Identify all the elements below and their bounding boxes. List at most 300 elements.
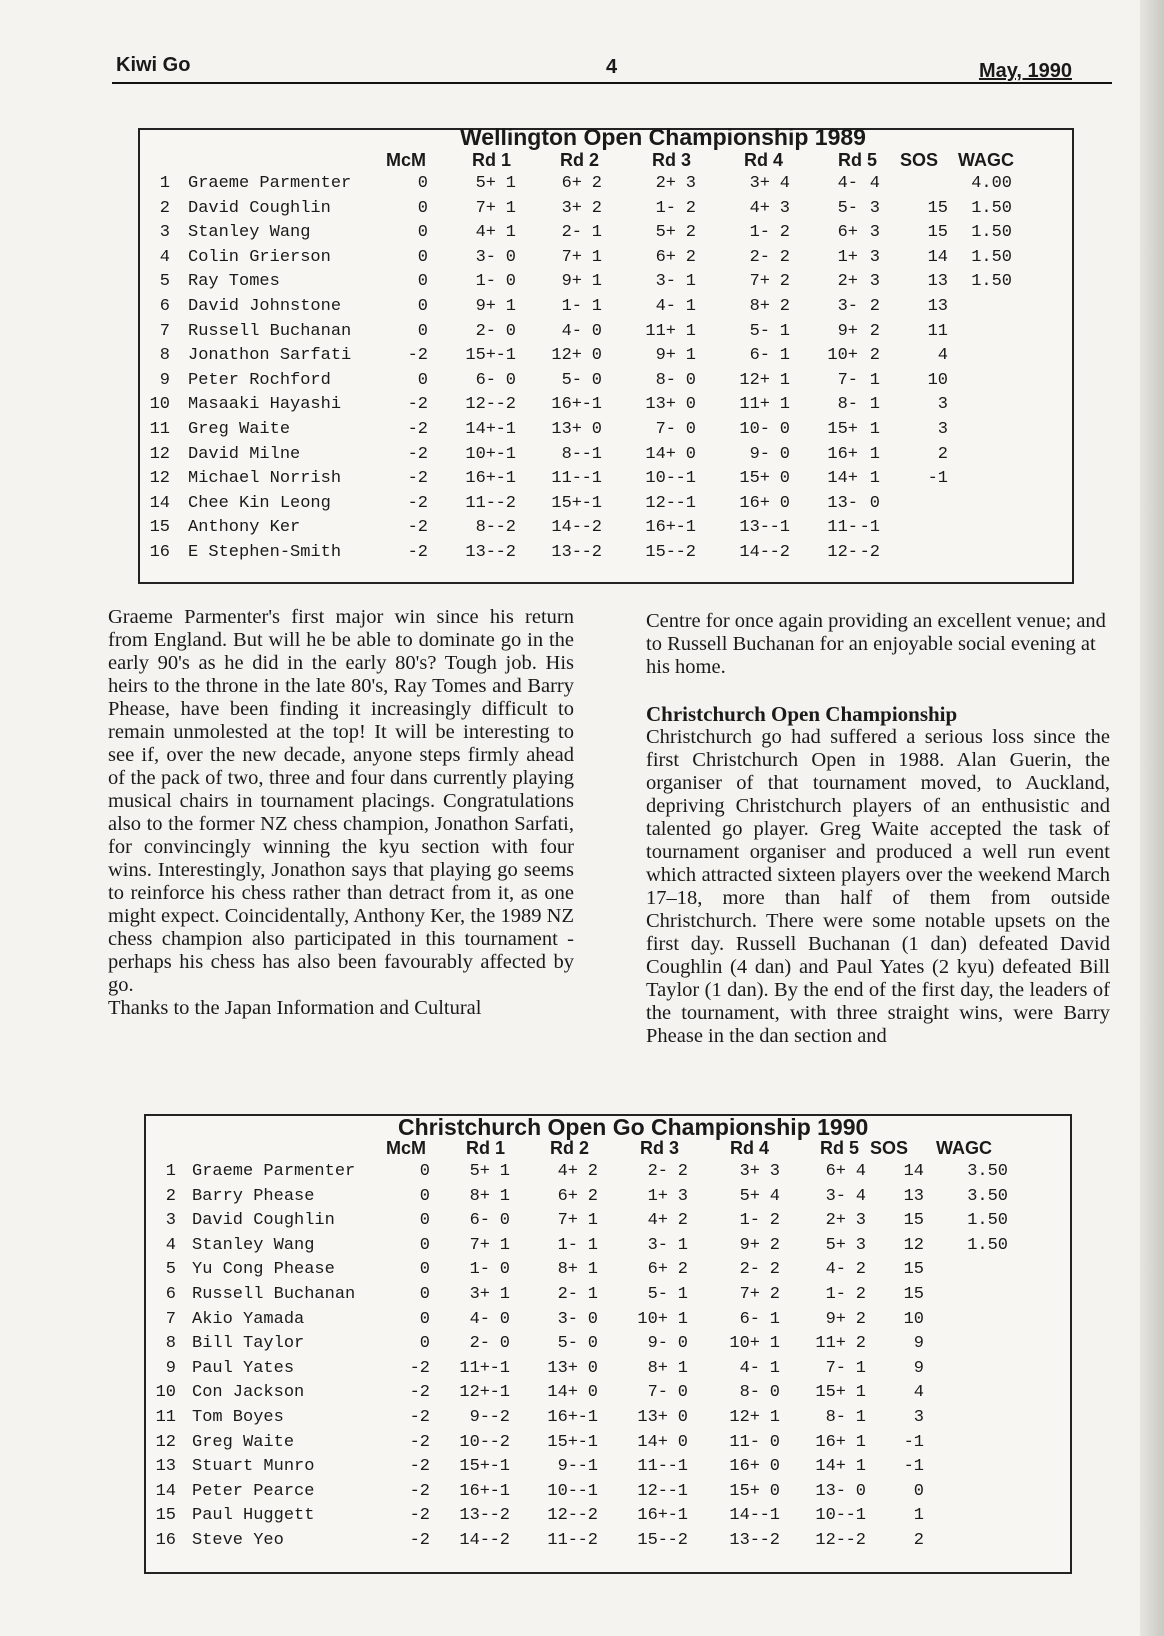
table-cell: 14 xyxy=(903,1162,924,1181)
column-header: WAGC xyxy=(936,1138,992,1158)
table-cell: 1 xyxy=(869,395,880,415)
table-cell: 8+ xyxy=(647,1358,668,1378)
table-cell: 15+ xyxy=(459,1457,490,1477)
table-cell: -1 xyxy=(667,1506,688,1526)
table-cell: 13- xyxy=(465,543,496,562)
place: 6 xyxy=(159,297,170,316)
table-cell: 13+ xyxy=(547,1358,578,1378)
christchurch-results-table xyxy=(144,1114,1072,1574)
table-cell: 10+ xyxy=(729,1334,760,1354)
table-cell: 0 xyxy=(419,1334,430,1354)
paragraph: Christchurch go had suffered a serious loss since the first Christchurch Open in 1988. Alan Guerin, the organiser of that tournament moved, to Auckland, depriving Christchurch players of an enthusistic and talented go player. Greg Waite accepted the task of tournament organiser and produced a well run event which attracted sixteen players over the weekend March 17–18, more than half of them from outside Christchurch. There were some notable upsets on the first day. Russell Buchanan (1 dan) defeated David Coughlin (4 dan) and Paul Yates (2 kyu) defeated Bill Taylor (1 dan). By the end of the first day, the leaders of the tournament, with three straight wins, were Barry Phease in the dan section and xyxy=(646,726,1110,1047)
column-header: Rd 1 xyxy=(472,150,512,170)
table-cell: 4 xyxy=(913,1383,924,1403)
table-cell: 14+ xyxy=(547,1383,578,1403)
table-cell: 1 xyxy=(505,223,516,243)
table-cell: 3+ xyxy=(469,1285,490,1304)
table-cell: 2 xyxy=(779,247,790,267)
article-left-column xyxy=(108,606,574,1020)
table-cell: 4- xyxy=(655,297,676,316)
table-cell: 4 xyxy=(855,1186,866,1206)
table-cell: 3+ xyxy=(749,174,770,193)
place: 12 xyxy=(149,444,170,464)
table-cell: 2 xyxy=(769,1235,780,1255)
table-cell: 1- xyxy=(749,223,770,243)
table-cell: 4- xyxy=(739,1358,760,1378)
table-cell: -2 xyxy=(407,543,428,562)
table-cell: -1 xyxy=(675,518,696,538)
table-cell: 13- xyxy=(729,1531,760,1550)
table-cell: 1 xyxy=(591,297,602,316)
table-cell: -2 xyxy=(489,1408,510,1427)
table-cell: 2 xyxy=(591,198,602,218)
table-cell: 2 xyxy=(869,297,880,316)
table-cell: 4 xyxy=(779,174,790,193)
table-cell: 15+ xyxy=(547,1432,578,1452)
table-cell: -2 xyxy=(859,543,880,562)
table-cell: -2 xyxy=(409,1383,430,1403)
table-cell: 0 xyxy=(677,1432,688,1452)
player-name: Greg Waite xyxy=(188,420,291,439)
table-cell: 12+ xyxy=(551,346,582,366)
table-cell: 3 xyxy=(869,223,880,243)
table-cell: 7+ xyxy=(475,198,496,218)
table-cell: 13 xyxy=(927,297,948,316)
table-cell: -2 xyxy=(409,1408,430,1427)
column-header: Rd 2 xyxy=(550,1138,590,1158)
place: 5 xyxy=(159,272,170,292)
table-cell: 0 xyxy=(769,1481,780,1501)
place: 9 xyxy=(159,370,170,390)
table-cell: 0 xyxy=(677,1334,688,1354)
table-cell: 5- xyxy=(647,1285,668,1304)
table-cell: 1 xyxy=(869,469,880,489)
table-cell: -1 xyxy=(495,469,516,489)
column-header: Rd 2 xyxy=(560,150,600,170)
table-cell: 8- xyxy=(739,1383,760,1403)
place: 4 xyxy=(165,1235,176,1255)
table-cell: 1 xyxy=(779,370,790,390)
table-cell: 3 xyxy=(769,1162,780,1181)
table-cell: 12+ xyxy=(729,1408,760,1427)
table-cell: 8+ xyxy=(557,1260,578,1280)
table-cell: 9+ xyxy=(561,272,582,292)
place: 7 xyxy=(165,1309,176,1329)
table-title: Christchurch Open Go Championship 1990 xyxy=(398,1114,869,1140)
table-cell: 11- xyxy=(551,469,582,489)
table-cell: -2 xyxy=(407,395,428,415)
table-cell: 9- xyxy=(557,1457,578,1477)
table-cell: 0 xyxy=(913,1481,924,1501)
table-cell: 14- xyxy=(729,1506,760,1526)
table-cell: -1 xyxy=(581,493,602,513)
table-cell: 2 xyxy=(677,1260,688,1280)
table-cell: 16+ xyxy=(729,1457,760,1477)
table-cell: 4- xyxy=(825,1260,846,1280)
table-cell: 5+ xyxy=(475,174,496,193)
table-cell: 1.50 xyxy=(971,272,1012,292)
table-cell: 2 xyxy=(913,1531,924,1550)
table-cell: 3+ xyxy=(739,1162,760,1181)
table-cell: 2 xyxy=(685,247,696,267)
table-cell: 14- xyxy=(551,518,582,538)
table-cell: 12- xyxy=(465,395,496,415)
table-cell: 1 xyxy=(685,346,696,366)
table-cell: 2- xyxy=(469,1334,490,1354)
player-name: Peter Rochford xyxy=(188,370,331,390)
table-cell: -2 xyxy=(409,1531,430,1550)
place: 15 xyxy=(155,1506,176,1526)
place: 5 xyxy=(165,1260,176,1280)
table-cell: 1- xyxy=(655,198,676,218)
table-cell: 7+ xyxy=(561,247,582,267)
table-cell: 3 xyxy=(913,1408,924,1427)
table-cell: 11+ xyxy=(815,1334,846,1354)
table-cell: -2 xyxy=(409,1481,430,1501)
table-cell: 2 xyxy=(685,223,696,243)
table-cell: 14+ xyxy=(815,1457,846,1477)
place: 7 xyxy=(159,321,170,341)
table-cell: -1 xyxy=(667,1481,688,1501)
table-cell: 15 xyxy=(927,198,948,218)
table-cell: 2 xyxy=(591,174,602,193)
table-cell: -1 xyxy=(667,1457,688,1477)
table-cell: 1.50 xyxy=(971,198,1012,218)
player-name: David Milne xyxy=(188,444,301,464)
table-cell: 2 xyxy=(779,272,790,292)
table-cell: 8- xyxy=(837,395,858,415)
place: 1 xyxy=(159,174,170,193)
table-cell: 7- xyxy=(647,1383,668,1403)
table-cell: -1 xyxy=(903,1457,924,1477)
table-cell: 4+ xyxy=(749,198,770,218)
table-cell: 10- xyxy=(815,1506,846,1526)
table-cell: 5- xyxy=(557,1334,578,1354)
table-cell: 0 xyxy=(591,420,602,439)
table-cell: 7+ xyxy=(749,272,770,292)
table-cell: 1- xyxy=(557,1235,578,1255)
table-cell: -2 xyxy=(495,493,516,513)
place: 10 xyxy=(155,1383,176,1403)
table-cell: 3 xyxy=(855,1211,866,1231)
table-cell: -2 xyxy=(409,1358,430,1378)
column-header: Rd 4 xyxy=(744,150,784,170)
table-cell: 7+ xyxy=(739,1285,760,1304)
place: 2 xyxy=(165,1186,176,1206)
table-cell: 0 xyxy=(417,370,428,390)
table-cell: 1 xyxy=(769,1309,780,1329)
table-cell: 2 xyxy=(855,1260,866,1280)
table-cell: 14 xyxy=(927,247,948,267)
table-cell: 0 xyxy=(779,469,790,489)
table-cell: -1 xyxy=(675,493,696,513)
table-cell: -1 xyxy=(769,518,790,538)
table-cell: 3 xyxy=(685,174,696,193)
table-cell: -1 xyxy=(495,346,516,366)
table-cell: -1 xyxy=(577,1481,598,1501)
table-cell: 0 xyxy=(417,321,428,341)
issue-date: May, 1990 xyxy=(978,60,1072,82)
table-cell: 7+ xyxy=(557,1211,578,1231)
table-cell: 1 xyxy=(685,272,696,292)
table-cell: 15+ xyxy=(551,493,582,513)
table-cell: 13+ xyxy=(637,1408,668,1427)
place: 4 xyxy=(159,247,170,267)
column-header: McM xyxy=(386,150,426,170)
table-cell: 12 xyxy=(903,1235,924,1255)
table-cell: 1 xyxy=(855,1358,866,1378)
table-cell: 14- xyxy=(739,543,770,562)
place: 16 xyxy=(149,543,170,562)
table-cell: 0 xyxy=(769,1432,780,1452)
player-name: Stuart Munro xyxy=(192,1457,315,1477)
table-cell: 1 xyxy=(855,1432,866,1452)
table-cell: 1 xyxy=(779,321,790,341)
table-cell: 0 xyxy=(499,1309,510,1329)
table-cell: 15 xyxy=(927,223,948,243)
table-cell: 0 xyxy=(419,1186,430,1206)
table-cell: 11- xyxy=(465,493,496,513)
table-cell: 6- xyxy=(749,346,770,366)
table-cell: 3+ xyxy=(561,198,582,218)
table-cell: 2- xyxy=(647,1162,668,1181)
table-cell: 13- xyxy=(827,493,858,513)
table-cell: -1 xyxy=(495,420,516,439)
player-name: David Coughlin xyxy=(192,1211,335,1231)
player-name: Chee Kin Leong xyxy=(188,493,331,513)
table-cell: 0 xyxy=(417,223,428,243)
table-cell: 2 xyxy=(587,1186,598,1206)
table-cell: 3 xyxy=(677,1186,688,1206)
table-cell: 0 xyxy=(869,493,880,513)
table-cell: 9+ xyxy=(837,321,858,341)
table-cell: 5- xyxy=(749,321,770,341)
player-name: Bill Taylor xyxy=(192,1334,305,1354)
table-cell: 1 xyxy=(499,1235,510,1255)
table-cell: 15 xyxy=(903,1260,924,1280)
table-cell: -1 xyxy=(489,1457,510,1477)
table-cell: 1.50 xyxy=(971,223,1012,243)
table-cell: 0 xyxy=(779,493,790,513)
table-cell: -1 xyxy=(581,395,602,415)
table-cell: 2 xyxy=(779,223,790,243)
table-cell: 3 xyxy=(937,395,948,415)
table-cell: 10+ xyxy=(637,1309,668,1329)
table-cell: 5+ xyxy=(655,223,676,243)
table-cell: 14- xyxy=(459,1531,490,1550)
table-cell: 4+ xyxy=(475,223,496,243)
table-cell: 15 xyxy=(903,1285,924,1304)
table-cell: 6+ xyxy=(557,1186,578,1206)
table-cell: 1 xyxy=(587,1211,598,1231)
table-cell: -2 xyxy=(667,1531,688,1550)
table-cell: 3- xyxy=(475,247,496,267)
table-cell: 9- xyxy=(749,444,770,464)
table-cell: 1 xyxy=(685,321,696,341)
place: 14 xyxy=(155,1481,176,1501)
table-cell: 3- xyxy=(825,1186,846,1206)
table-cell: 2 xyxy=(769,1260,780,1280)
table-cell: 5+ xyxy=(469,1162,490,1181)
player-name: E Stephen-Smith xyxy=(188,543,342,562)
table-cell: 6+ xyxy=(647,1260,668,1280)
column-header: WAGC xyxy=(958,150,1014,170)
table-cell: 0 xyxy=(591,321,602,341)
table-cell: 7- xyxy=(655,420,676,439)
table-cell: 2- xyxy=(561,223,582,243)
column-header: McM xyxy=(386,1138,426,1158)
table-cell: -2 xyxy=(407,346,428,366)
table-cell: 3.50 xyxy=(967,1186,1008,1206)
table-cell: 13 xyxy=(903,1186,924,1206)
table-cell: 12+ xyxy=(739,370,770,390)
table-cell: 0 xyxy=(499,1211,510,1231)
table-cell: 13 xyxy=(927,272,948,292)
table-cell: 3 xyxy=(869,272,880,292)
table-cell: 15+ xyxy=(729,1481,760,1501)
table-cell: 15+ xyxy=(827,420,858,439)
table-cell: 13- xyxy=(551,543,582,562)
table-cell: 11- xyxy=(827,518,858,538)
table-cell: 3- xyxy=(557,1309,578,1329)
player-name: Stanley Wang xyxy=(188,223,311,243)
table-cell: -1 xyxy=(903,1432,924,1452)
place: 13 xyxy=(155,1457,176,1477)
table-cell: -2 xyxy=(409,1457,430,1477)
table-cell: 10- xyxy=(547,1481,578,1501)
table-cell: 2+ xyxy=(825,1211,846,1231)
table-cell: 14+ xyxy=(827,469,858,489)
place: 6 xyxy=(165,1285,176,1304)
table-cell: 15+ xyxy=(465,346,496,366)
table-cell: 0 xyxy=(685,420,696,439)
table-cell: 1 xyxy=(869,420,880,439)
table-cell: 0 xyxy=(677,1383,688,1403)
table-cell: 1 xyxy=(677,1309,688,1329)
table-cell: 3- xyxy=(837,297,858,316)
table-cell: -2 xyxy=(407,469,428,489)
table-cell: 6+ xyxy=(825,1162,846,1181)
place: 12 xyxy=(149,469,170,489)
table-cell: 16+ xyxy=(645,518,676,538)
table-cell: 8- xyxy=(475,518,496,538)
table-cell: -1 xyxy=(845,1506,866,1526)
player-name: Michael Norrish xyxy=(188,469,342,489)
table-cell: 7+ xyxy=(469,1235,490,1255)
table-cell: 9+ xyxy=(655,346,676,366)
table-cell: 1 xyxy=(685,297,696,316)
wellington-results-table xyxy=(138,124,1074,584)
table-cell: -2 xyxy=(495,518,516,538)
table-cell: 0 xyxy=(499,1334,510,1354)
table-cell: 13- xyxy=(815,1481,846,1501)
table-cell: -2 xyxy=(409,1506,430,1526)
table-cell: 10- xyxy=(459,1432,490,1452)
table-cell: 11- xyxy=(547,1531,578,1550)
table-cell: 13- xyxy=(459,1506,490,1526)
table-cell: 6+ xyxy=(655,247,676,267)
table-cell: 2+ xyxy=(655,174,676,193)
player-name: Jonathon Sarfati xyxy=(188,346,352,366)
table-cell: -1 xyxy=(759,1506,780,1526)
table-cell: 1.50 xyxy=(967,1235,1008,1255)
player-name: Russell Buchanan xyxy=(188,321,352,341)
table-cell: 12- xyxy=(815,1531,846,1550)
table-cell: 9 xyxy=(913,1334,924,1354)
player-name: Yu Cong Phease xyxy=(192,1260,335,1280)
table-cell: 1 xyxy=(769,1408,780,1427)
table-cell: 0 xyxy=(417,247,428,267)
player-name: Peter Pearce xyxy=(192,1481,315,1501)
table-cell: 15 xyxy=(903,1211,924,1231)
table-cell: 3 xyxy=(937,420,948,439)
table-cell: 2 xyxy=(587,1162,598,1181)
place: 8 xyxy=(159,346,170,366)
table-cell: -1 xyxy=(577,1408,598,1427)
table-cell: 1 xyxy=(587,1235,598,1255)
table-cell: 4 xyxy=(769,1186,780,1206)
table-cell: 10+ xyxy=(827,346,858,366)
table-cell: -2 xyxy=(845,1531,866,1550)
table-cell: 5- xyxy=(561,370,582,390)
table-cell: 2 xyxy=(779,297,790,316)
table-cell: 1 xyxy=(505,297,516,316)
table-cell: -2 xyxy=(495,543,516,562)
table-cell: 6- xyxy=(469,1211,490,1231)
table-cell: 15+ xyxy=(815,1383,846,1403)
table-cell: 1+ xyxy=(837,247,858,267)
place: 11 xyxy=(149,420,170,439)
table-cell: 0 xyxy=(419,1162,430,1181)
table-cell: 1- xyxy=(475,272,496,292)
player-name: Con Jackson xyxy=(192,1383,305,1403)
table-cell: 3 xyxy=(869,247,880,267)
table-cell: 16+ xyxy=(827,444,858,464)
table-cell: 3.50 xyxy=(967,1162,1008,1181)
table-cell: 15+ xyxy=(739,469,770,489)
player-name: Akio Yamada xyxy=(192,1309,305,1329)
table-cell: 3- xyxy=(655,272,676,292)
table-cell: 0 xyxy=(587,1309,598,1329)
table-cell: -1 xyxy=(675,469,696,489)
table-cell: -2 xyxy=(407,493,428,513)
table-cell: 1 xyxy=(677,1235,688,1255)
table-cell: 0 xyxy=(677,1408,688,1427)
table-cell: 0 xyxy=(417,198,428,218)
table-cell: 2 xyxy=(677,1211,688,1231)
table-cell: 2 xyxy=(855,1334,866,1354)
table-cell: 9- xyxy=(469,1408,490,1427)
table-cell: -2 xyxy=(581,518,602,538)
column-header: Rd 4 xyxy=(730,1138,770,1158)
place: 1 xyxy=(165,1162,176,1181)
table-cell: 3 xyxy=(779,198,790,218)
table-cell: 9 xyxy=(913,1358,924,1378)
paragraph: Graeme Parmenter's first major win since his return from England. But will he be able to dominate go in the early 90's as he did in the early 80's? Tough job. His heirs to the throne in the late 80's, Ray Tomes and Barry Phease, have been finding it increasingly difficult to remain unmolested at the top! It will be interesting to see if, over the new decade, anyone steps firmly ahead of the pack of two, three and four dans currently playing musical chairs in tournament placings. Congratulations also to the former NZ chess champion, Jonathon Sarfati, for convincingly winning the kyu section with four wins. Interestingly, Jonathon says that playing go seems to reinforce his chess rather than detract from it, as one might expect. Coincidentally, Anthony Ker, the 1989 NZ chess champion also participated in this tournament - perhaps his chess has also been favourably affected by go. xyxy=(108,606,574,996)
table-cell: 1 xyxy=(869,444,880,464)
player-name: Colin Grierson xyxy=(188,247,331,267)
place: 10 xyxy=(149,395,170,415)
table-cell: 0 xyxy=(779,420,790,439)
table-cell: 2 xyxy=(855,1285,866,1304)
table-cell: 4 xyxy=(869,174,880,193)
player-name: Paul Huggett xyxy=(192,1506,315,1526)
article-right-column xyxy=(646,610,1110,1048)
table-cell: 10+ xyxy=(465,444,496,464)
table-cell: 14+ xyxy=(645,444,676,464)
table-cell: -1 xyxy=(489,1383,510,1403)
table-cell: 1 xyxy=(855,1383,866,1403)
